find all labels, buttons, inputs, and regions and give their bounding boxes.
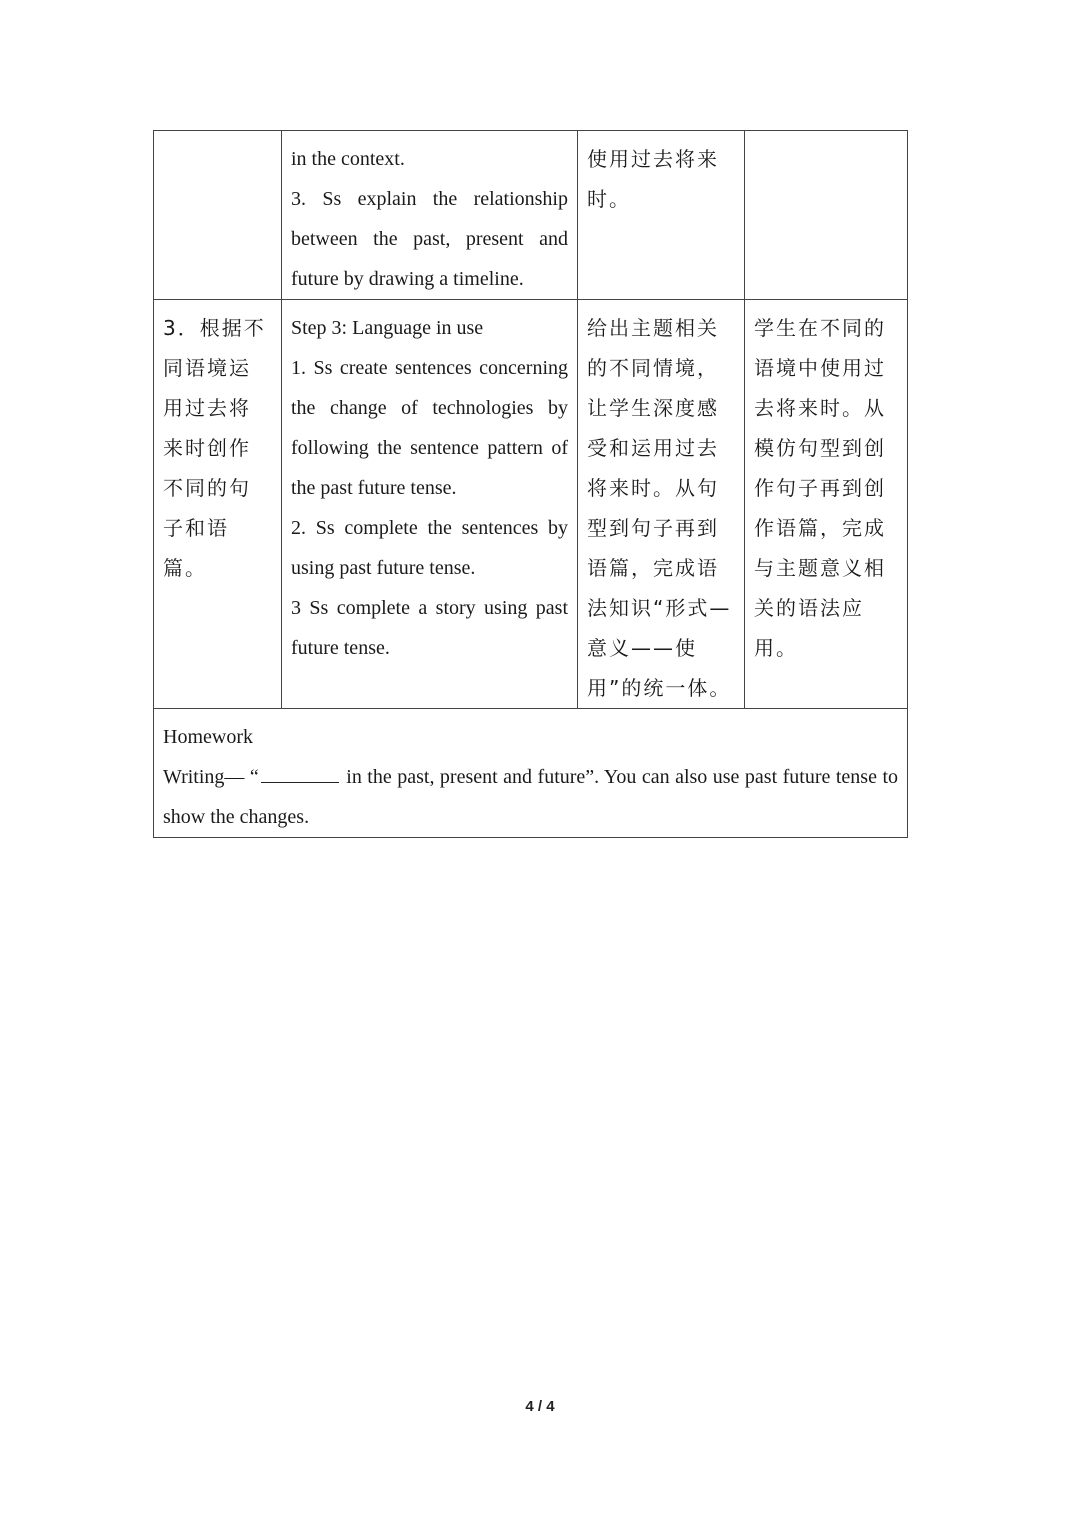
effect-cell <box>745 131 908 300</box>
page-number: 4 / 4 <box>525 1398 555 1415</box>
activity-line: 3 Ss complete a story using past future tense. <box>291 597 568 659</box>
design-intent-cell: 使用过去将来时。 <box>578 131 745 300</box>
design-intent-cell: 给出主题相关的不同情境，让学生深度感受和运用过去将来时。从句型到句子再到语篇，完成语法知识“形式—意义——使用”的统一体。 <box>578 300 745 709</box>
activity-line: 3. Ss explain the relationship between the past, present and future by drawing a timeline. <box>291 188 568 290</box>
homework-text <box>163 757 898 837</box>
homework-cell <box>154 709 908 838</box>
effect-cell: 学生在不同的语境中使用过去将来时。从模仿句型到创作句子再到创作语篇，完成与主题意义相关的语法应用。 <box>745 300 908 709</box>
table-row <box>154 131 908 300</box>
fill-in-blank <box>261 764 339 783</box>
objective-cell <box>154 131 282 300</box>
homework-title: Homework <box>163 726 253 748</box>
homework-suffix: in the past, present and future”. You can also use past future tense to show the changes. <box>163 766 898 828</box>
objective-cell: 3．根据不同语境运用过去将来时创作不同的句子和语篇。 <box>154 300 282 709</box>
lesson-plan-table <box>153 130 908 838</box>
activity-line: in the context. <box>291 148 405 170</box>
homework-row <box>154 709 908 838</box>
table-row <box>154 300 908 709</box>
activity-line: 2. Ss complete the sentences by using past future tense. <box>291 517 568 579</box>
activity-cell <box>282 131 578 300</box>
homework-prefix: Writing— “ <box>163 766 259 788</box>
activity-line: Step 3: Language in use <box>291 317 484 339</box>
activity-cell <box>282 300 578 709</box>
activity-line: 1. Ss create sentences concerning the change of technologies by following the sentence pattern of the past future tense. <box>291 357 568 499</box>
